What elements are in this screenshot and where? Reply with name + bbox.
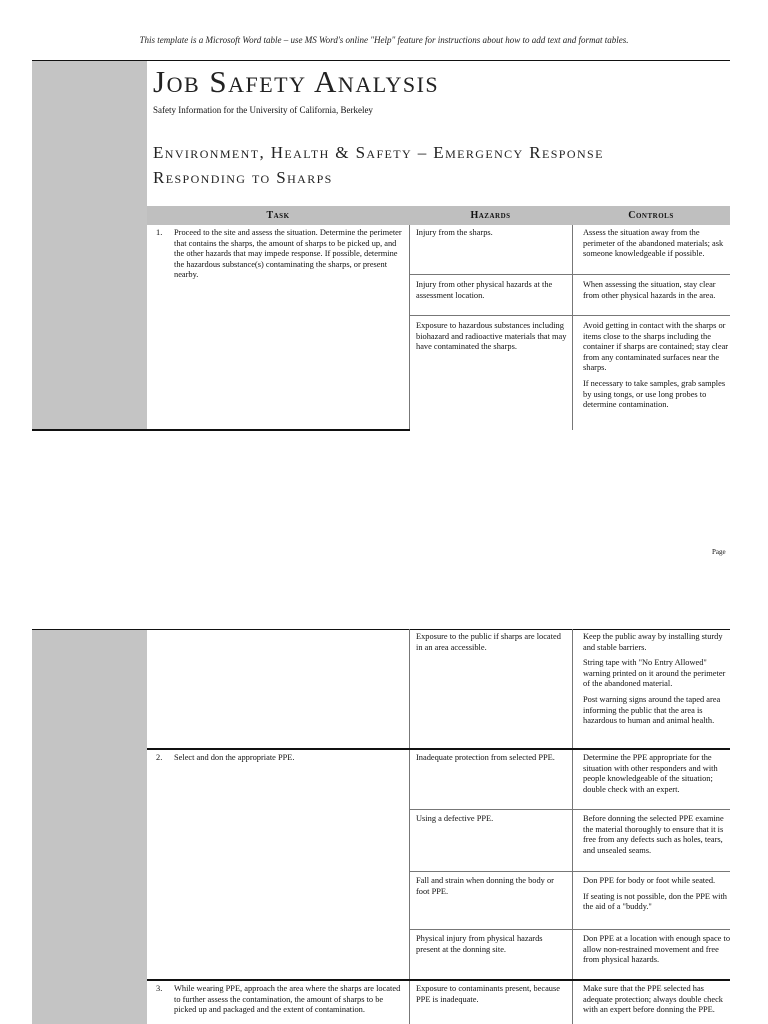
hazard-text: Exposure to hazardous substances including biohazard and radioactive materials that may have contaminated the sharps. — [416, 321, 567, 352]
control-cell — [583, 632, 730, 732]
hazard-cell — [416, 280, 568, 306]
control-text: Post warning signs around the taped area informing the public that the area is hazardous to human and animal health. — [583, 694, 721, 726]
control-text: Determine the PPE appropriate for the situation with other responders and with people knowledgeable of the situation; double check with an expert. — [583, 753, 718, 794]
page-label: Page — [712, 548, 726, 556]
control-text: If necessary to take samples, grab samples by using tongs, or use long probes to determine contamination. — [583, 378, 726, 410]
hazard-cell — [416, 934, 568, 960]
task-text: Proceed to the site and assess the situation. Determine the perimeter that contains the sharps, the amount of sharps to be picked up, and the other hazards that may impede response. If possible, determine the hazardous substance(s) contaminating the sharps, or present nearby. — [174, 228, 402, 280]
page2-side-bar — [32, 630, 147, 1024]
page2-row-divider — [409, 871, 730, 872]
page2-row-divider — [409, 809, 730, 810]
template-note: This template is a Microsoft Word table – use MS Word's online "Help" feature for instructions about how to add text and format tables. — [139, 35, 629, 45]
page1-divider-task — [409, 225, 410, 430]
control-text: Make sure that the PPE selected has adequate protection; always double check with an expert before donning the PPE. — [583, 984, 723, 1015]
page2-divider-hazards — [572, 629, 573, 1024]
control-text: Avoid getting in contact with the sharps or items close to the sharps including the container if sharps are contained; stay clear from any contaminated surfaces near the sharps. — [583, 321, 729, 373]
hazard-text: Using a defective PPE. — [416, 814, 494, 823]
hazard-text: Exposure to the public if sharps are located in an area accessible. — [416, 632, 561, 652]
topic-title: Responding to Sharps — [153, 168, 333, 187]
hazard-text: Physical injury from physical hazards present at the donning site. — [416, 934, 543, 954]
hazard-cell — [416, 228, 568, 244]
task-number: 1. — [156, 228, 163, 237]
control-cell — [583, 984, 730, 1021]
hazard-text: Fall and strain when donning the body or foot PPE. — [416, 876, 554, 896]
task-cell — [148, 753, 406, 764]
page1-row-divider — [409, 315, 730, 316]
column-header-hazards: Hazards — [470, 210, 511, 221]
task-number: 3. — [156, 984, 163, 993]
department-title: Environment, Health & Safety – Emergency Response — [153, 143, 604, 162]
task-cell — [148, 228, 406, 281]
page1-divider-hazards — [572, 225, 573, 430]
page1-row-divider — [409, 274, 730, 275]
page2-divider-task — [409, 629, 410, 1024]
control-text: String tape with "No Entry Allowed" warning printed on it around the perimeter of the abandoned material. — [583, 658, 726, 689]
hazard-text: Inadequate protection from selected PPE. — [416, 753, 555, 762]
hazard-cell — [416, 984, 568, 1010]
control-cell — [583, 321, 730, 416]
control-text: Assess the situation away from the perimeter of the abandoned materials; ask someone knowledgeable if possible. — [583, 228, 724, 259]
page-subtitle: Safety Information for the University of California, Berkeley — [153, 105, 373, 115]
control-text: Keep the public away by installing sturdy and stable barriers. — [583, 632, 723, 652]
hazard-text: Exposure to contaminants present, because PPE is inadequate. — [416, 984, 560, 1004]
control-cell — [583, 280, 730, 306]
task-number: 2. — [156, 753, 163, 762]
task-separator — [147, 979, 730, 981]
control-cell — [583, 876, 730, 918]
hazard-cell — [416, 753, 568, 769]
column-header-task: Task — [266, 210, 290, 221]
hazard-cell — [416, 321, 568, 358]
page1-side-bar — [32, 61, 147, 429]
task-cell — [148, 984, 406, 1016]
hazard-cell — [416, 814, 568, 830]
control-cell — [583, 934, 730, 971]
column-header-controls: Controls — [628, 210, 674, 221]
hazard-cell — [416, 876, 568, 902]
page1-bottom-rule — [32, 429, 410, 431]
page-title: Job Safety Analysis — [153, 64, 440, 99]
control-cell — [583, 228, 730, 265]
control-cell — [583, 814, 730, 861]
column-header-row — [147, 206, 730, 225]
page2-row-divider — [409, 929, 730, 930]
control-text: Don PPE at a location with enough space to allow non-restrained movement and free from physical hazards. — [583, 934, 731, 965]
control-text: Before donning the selected PPE examine the material thoroughly to ensure that it is free from any defects such as holes, tears, and unsealed seams. — [583, 814, 724, 855]
hazard-cell — [416, 632, 568, 658]
hazard-text: Injury from other physical hazards at the assessment location. — [416, 280, 553, 300]
task-text: While wearing PPE, approach the area where the sharps are located to further assess the contamination, the amount of sharps to be picked up and packaged and the extent of contamination. — [174, 984, 401, 1015]
control-cell — [583, 753, 730, 800]
control-text: When assessing the situation, stay clear from other physical hazards in the area. — [583, 280, 716, 300]
hazard-text: Injury from the sharps. — [416, 228, 493, 237]
control-text: Don PPE for body or foot while seated. — [583, 876, 716, 885]
task-separator — [147, 748, 730, 750]
task-text: Select and don the appropriate PPE. — [174, 753, 295, 762]
control-text: If seating is not possible, don the PPE with the aid of a "buddy." — [583, 891, 727, 912]
